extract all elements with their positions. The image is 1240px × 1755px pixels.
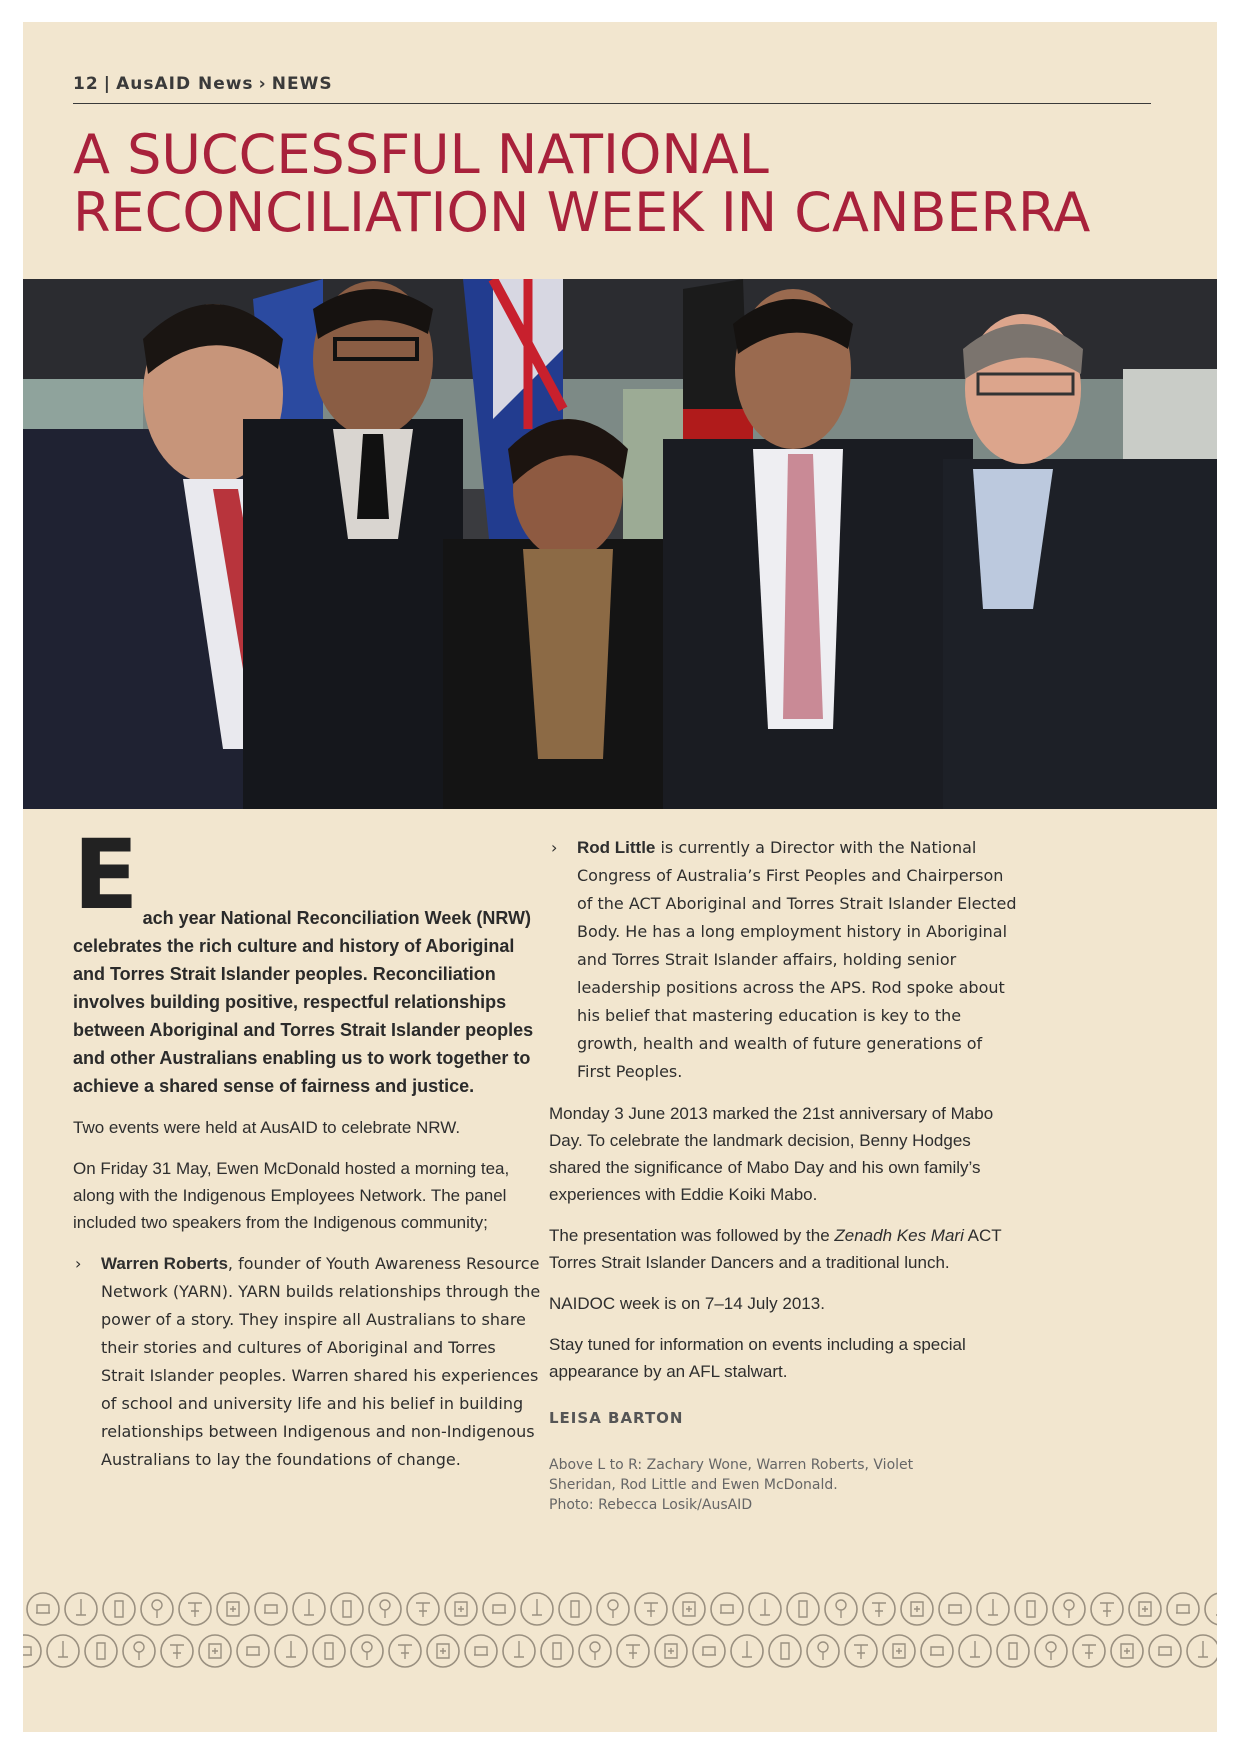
circle-motif-icon [237,1635,269,1667]
circle-motif-icon [503,1635,535,1667]
circle-motif-icon [483,1593,515,1625]
speaker-bio: , founder of Youth Awareness Resource Network (YARN). YARN builds relationships through the power of a story. They inspire all Australians to share their stories and cultures of Aboriginal and Torres Strait Islander peoples. Warren shared his experiences of school and university life and his belief in building relationships between Indigenous and non-Indigenous Australians to lay the foundations of change. [101,1254,541,1469]
circle-motif-icon [731,1635,763,1667]
circle-motif-icon [217,1593,249,1625]
circle-motif-icon [977,1593,1009,1625]
caption-line-1: Above L to R: Zachary Wone, Warren Roberts, Violet [549,1457,914,1473]
dance-group-name: Zenadh Kes Mari [834,1226,964,1245]
caption-line-2: Sheridan, Rod Little and Ewen McDonald. [549,1477,838,1493]
paragraph-mabo-day: Monday 3 June 2013 marked the 21st anniversary of Mabo Day. To celebrate the landmark decision, Benny Hodges shared the significance of Mabo Day and his own family’s experiences with Eddie Koiki Mabo. [549,1104,994,1204]
circle-motif-icon [1091,1593,1123,1625]
circle-motif-icon [597,1593,629,1625]
section-name: NEWS [271,74,333,94]
circle-motif-icon [141,1593,173,1625]
circle-motif-icon [1205,1593,1217,1625]
circle-motif-icon [749,1593,781,1625]
circle-motif-icon [921,1635,953,1667]
circle-motif-icon [389,1635,421,1667]
circle-motif-icon [27,1593,59,1625]
photo-caption [549,1455,1019,1515]
group-photo-illustration [23,279,1217,809]
speaker-name: Warren Roberts [101,1254,228,1273]
magazine-page [23,22,1217,1732]
paragraph-stay-tuned: Stay tuned for information on events including a special appearance by an AFL stalwart. [549,1335,966,1381]
circle-motif-icon [673,1593,705,1625]
circle-motif-icon [199,1635,231,1667]
circle-motif-icon [427,1635,459,1667]
circle-motif-icon [293,1593,325,1625]
circle-motif-icon [1167,1593,1199,1625]
page-number: 12 [73,74,99,94]
circle-motif-icon [1015,1593,1047,1625]
title-line-1: A SUCCESSFUL NATIONAL [73,123,769,186]
circle-motif-icon [445,1593,477,1625]
bullet-marker: › [75,1254,82,1273]
circle-motif-icon [1111,1635,1143,1667]
circle-motif-icon [901,1593,933,1625]
paragraph-naidoc: NAIDOC week is on 7–14 July 2013. [549,1294,825,1313]
circle-motif-icon [23,1635,41,1667]
circle-motif-icon [275,1635,307,1667]
intro-block [73,834,543,1100]
title-line-2: RECONCILIATION WEEK IN CANBERRA [73,181,1091,244]
left-column [73,834,543,1474]
icon-band-svg [23,1631,1217,1671]
circle-motif-icon [1129,1593,1161,1625]
icon-band-svg [23,1589,1217,1629]
bullet-warren-roberts [73,1250,543,1474]
circle-motif-icon [787,1593,819,1625]
paragraph-events: Two events were held at AusAID to celebrate NRW. [73,1118,461,1137]
circle-motif-icon [711,1593,743,1625]
circle-motif-icon [331,1593,363,1625]
circle-motif-icon [85,1635,117,1667]
right-column [549,834,1019,1515]
circle-motif-icon [369,1593,401,1625]
circle-motif-icon [123,1635,155,1667]
circle-motif-icon [103,1593,135,1625]
circle-motif-icon [693,1635,725,1667]
circle-motif-icon [635,1593,667,1625]
circle-motif-icon [1053,1593,1085,1625]
presentation-text-end: ACT Torres Strait Islander Dancers and a traditional lunch. [549,1226,1002,1272]
article-title [73,123,1173,244]
circle-motif-icon [863,1593,895,1625]
presentation-text: The presentation was followed by the [549,1226,835,1245]
circle-motif-icon [521,1593,553,1625]
circle-motif-icon [407,1593,439,1625]
speaker-bio: is currently a Director with the National Congress of Australia’s First Peoples and Chairperson of the ACT Aboriginal and Torres Strait Islander Elected Body. He has a long employment history in Aboriginal and Torres Strait Islander affairs, holding senior leadership positions across the APS. Rod spoke about his belief that mastering education is key to the growth, health and wealth of future generations of First Peoples. [577,838,1017,1081]
intro-paragraph: ach year National Reconciliation Week (NRW) celebrates the rich culture and history of Aboriginal and Torres Strait Islander peoples. Reconciliation involves building positive, respectful relationships between Aboriginal and Torres Strait Islander peoples and other Australians enabling us to work together to achieve a shared sense of fairness and justice. [73,908,534,1096]
circle-motif-icon [959,1635,991,1667]
header-arrow: › [258,74,267,94]
circle-motif-icon [845,1635,877,1667]
group-photo [23,279,1217,809]
circle-motif-icon [255,1593,287,1625]
circle-motif-icon [1187,1635,1217,1667]
paragraph-morning-tea: On Friday 31 May, Ewen McDonald hosted a morning tea, along with the Indigenous Employees Network. The panel included two speakers from the Indigenous community; [73,1159,510,1232]
publication-name: AusAID News [116,74,254,94]
circle-motif-icon [313,1635,345,1667]
paragraph-presentation [549,1222,1019,1276]
author-byline: LEISA BARTON [549,1409,684,1427]
circle-motif-icon [617,1635,649,1667]
circle-motif-icon [939,1593,971,1625]
circle-motif-icon [1073,1635,1105,1667]
circle-motif-icon [883,1635,915,1667]
circle-motif-icon [161,1635,193,1667]
speaker-name: Rod Little [577,838,656,857]
circle-motif-icon [65,1593,97,1625]
circle-motif-icon [825,1593,857,1625]
circle-motif-icon [579,1635,611,1667]
drop-cap: E [73,834,139,931]
header-separator: | [103,74,111,94]
circle-motif-icon [807,1635,839,1667]
circle-motif-icon [465,1635,497,1667]
circle-motif-icon [1035,1635,1067,1667]
decorative-icon-band-top [23,1589,1217,1629]
circle-motif-icon [769,1635,801,1667]
circle-motif-icon [179,1593,211,1625]
circle-motif-icon [655,1635,687,1667]
circle-motif-icon [351,1635,383,1667]
bullet-marker: › [551,838,558,857]
decorative-icon-band-bottom [23,1631,1217,1671]
circle-motif-icon [559,1593,591,1625]
circle-motif-icon [541,1635,573,1667]
circle-motif-icon [1149,1635,1181,1667]
page-header [73,74,1151,104]
circle-motif-icon [47,1635,79,1667]
circle-motif-icon [997,1635,1029,1667]
caption-line-3: Photo: Rebecca Losik/AusAID [549,1497,753,1513]
bullet-rod-little [549,834,1019,1086]
